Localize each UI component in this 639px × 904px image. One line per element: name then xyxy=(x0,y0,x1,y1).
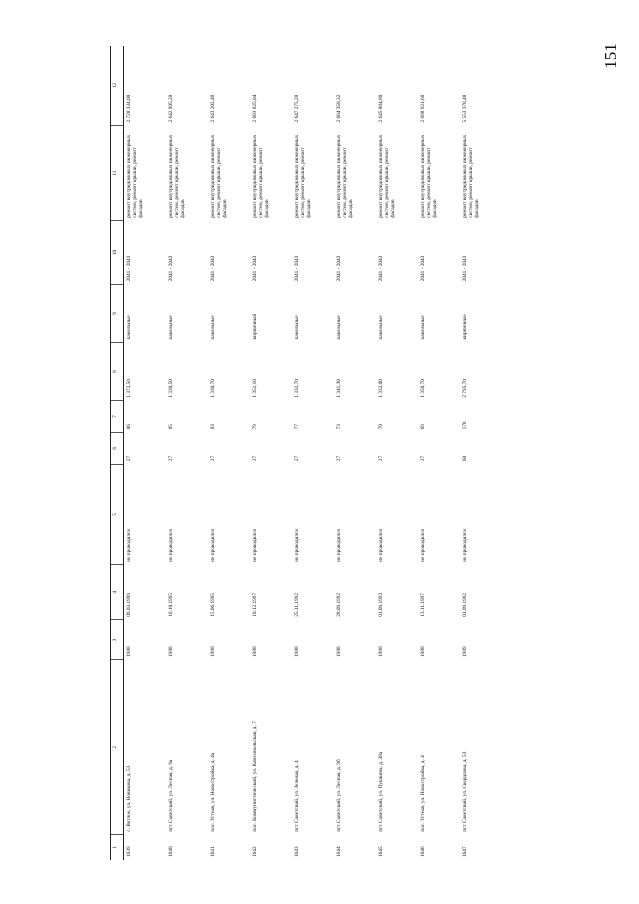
material-cell: панельные xyxy=(378,315,384,340)
col7-cell: 176 xyxy=(462,421,468,430)
col6-cell: 27 xyxy=(168,455,174,462)
period-cell: 2041 - 2043 xyxy=(126,255,132,282)
cost-cell: 2 645 884,80 xyxy=(378,94,384,123)
work-cell: ремонт внутридомовых инженерных систем, ремонт крыши, ремонт фасадов xyxy=(462,134,480,218)
cost-cell: 2 664 358,32 xyxy=(336,94,342,123)
table-row xyxy=(376,46,418,860)
table-row xyxy=(460,46,502,860)
material-cell: кирпичный xyxy=(252,313,258,340)
material-cell: панельные xyxy=(210,315,216,340)
period-cell: 2041 - 2043 xyxy=(378,255,384,282)
col7-cell: 70 xyxy=(378,424,384,430)
row-number: 1646 xyxy=(420,846,426,857)
col6-cell: 27 xyxy=(294,455,300,462)
table-body xyxy=(124,46,503,860)
cost-cell: 2 642 905,20 xyxy=(168,94,174,123)
cost-cell: 2 683 825,04 xyxy=(252,94,258,123)
column-header-3: 3 xyxy=(111,620,124,660)
area-cell: 1 330,50 xyxy=(168,379,174,398)
year-cell: 1988 xyxy=(168,646,174,657)
table-header xyxy=(111,46,124,860)
date-cell: 10.12.1997 xyxy=(252,592,258,617)
col6-cell: 27 xyxy=(210,455,216,462)
row-number: 1647 xyxy=(462,846,468,857)
table-row xyxy=(334,46,376,860)
col6-cell: 27 xyxy=(420,455,426,462)
work-cell: ремонт внутридомовых инженерных систем, ремонт крыши, ремонт фасадов xyxy=(420,134,438,218)
document-table-container xyxy=(110,46,531,860)
overhaul-cell: не проводился xyxy=(294,529,300,562)
col7-cell: 85 xyxy=(168,424,174,430)
period-cell: 2041 - 2043 xyxy=(462,255,468,282)
date-cell: 09.03.1999 xyxy=(126,592,132,617)
material-cell: панельные xyxy=(294,315,300,340)
year-cell: 1988 xyxy=(210,646,216,657)
area-cell: 1 330,70 xyxy=(210,379,216,398)
row-number: 1645 xyxy=(378,846,384,857)
col6-cell: 27 xyxy=(336,455,342,462)
column-header-2: 2 xyxy=(111,660,124,835)
work-cell: ремонт внутридомовых инженерных систем, ремонт крыши, ремонт фасадов xyxy=(210,134,228,218)
col6-cell: 27 xyxy=(126,455,132,462)
overhaul-cell: не проводился xyxy=(378,529,384,562)
date-cell: 25.11.1992 xyxy=(294,593,300,617)
table-row xyxy=(250,46,292,860)
table-row xyxy=(292,46,334,860)
address-cell: пос. Коммунистический, ул. Комсомольская, д. 7 xyxy=(252,721,258,832)
cost-cell: 5 553 378,48 xyxy=(462,94,468,123)
period-cell: 2041 - 2043 xyxy=(294,255,300,282)
period-cell: 2041 - 2043 xyxy=(420,255,426,282)
col7-cell: 77 xyxy=(294,424,300,430)
work-cell: ремонт внутридомовых инженерных систем, ремонт крыши, ремонт фасадов xyxy=(294,134,312,218)
date-cell: 28.09.1992 xyxy=(336,592,342,617)
year-cell: 1988 xyxy=(378,646,384,657)
period-cell: 2041 - 2043 xyxy=(336,255,342,282)
row-number: 1644 xyxy=(336,846,342,857)
date-cell: 01.09.1993 xyxy=(378,592,384,617)
overhaul-cell: не проводился xyxy=(336,529,342,562)
row-number: 1642 xyxy=(252,846,258,857)
table-row xyxy=(166,46,208,860)
work-cell: ремонт внутридомовых инженерных систем, ремонт крыши, ремонт фасадов xyxy=(126,134,144,218)
address-cell: пгт Советский, ул. Зеленая, д. 4 xyxy=(294,760,300,832)
overhaul-cell: не проводился xyxy=(168,529,174,562)
header-row xyxy=(111,46,124,860)
address-cell: пгт Советский, ул. Пушкина, д. 38а xyxy=(378,751,384,832)
address-cell: пгт Советский, ул. Лесная, д. 9а xyxy=(168,759,174,832)
col7-cell: 83 xyxy=(210,424,216,430)
period-cell: 2041 - 2043 xyxy=(252,255,258,282)
column-header-7: 7 xyxy=(111,401,124,433)
date-cell: 16.10.1995 xyxy=(168,592,174,617)
work-cell: ремонт внутридомовых инженерных систем, ремонт крыши, ремонт фасадов xyxy=(378,134,396,218)
area-cell: 1 332,00 xyxy=(378,379,384,398)
row-number: 1640 xyxy=(168,846,174,857)
column-header-1: 1 xyxy=(111,835,124,860)
material-cell: панельные xyxy=(336,315,342,340)
work-cell: ремонт внутридомовых инженерных систем, ремонт крыши, ремонт фасадов xyxy=(168,134,186,218)
period-cell: 2041 - 2043 xyxy=(168,255,174,282)
area-cell: 1 372,50 xyxy=(126,379,132,398)
work-cell: ремонт внутридомовых инженерных систем, ремонт крыши, ремонт фасадов xyxy=(252,134,270,218)
area-cell: 1 332,70 xyxy=(294,379,300,398)
material-cell: панельные xyxy=(168,315,174,340)
cost-cell: 2 728 334,00 xyxy=(126,94,132,123)
col7-cell: 73 xyxy=(336,424,342,430)
cost-cell: 2 647 275,28 xyxy=(294,94,300,123)
address-cell: пгт Советский, ул. Свердлова, д. 53 xyxy=(462,751,468,832)
year-cell: 1988 xyxy=(252,646,258,657)
address-cell: пос. Угтеан, ул. Новостройка, д. 4а xyxy=(210,752,216,832)
material-cell: кирпичные xyxy=(462,314,468,340)
column-header-11: 11 xyxy=(111,126,124,221)
area-cell: 1 341,30 xyxy=(336,379,342,398)
table-row xyxy=(124,46,167,860)
address-cell: пгт Советский, ул. Лесная, д. 9б xyxy=(336,759,342,832)
col7-cell: 86 xyxy=(126,424,132,430)
column-header-8: 8 xyxy=(111,342,124,400)
page-number: 151 xyxy=(601,43,620,69)
year-cell: 1988 xyxy=(294,646,300,657)
date-cell: 15.06.1995 xyxy=(210,592,216,617)
col6-cell: 60 xyxy=(462,455,468,462)
area-cell: 1 351,10 xyxy=(252,379,258,398)
address-cell: с. Ветлое, ул. Новикова, д. 53 xyxy=(126,765,132,832)
cost-cell: 2 698 921,68 xyxy=(420,94,426,123)
material-cell: панельные xyxy=(420,315,426,340)
area-cell: 2 795,70 xyxy=(462,379,468,398)
col7-cell: 79 xyxy=(252,424,258,430)
rotated-table xyxy=(110,46,531,860)
column-header-10: 10 xyxy=(111,221,124,285)
overhaul-cell: не проводился xyxy=(462,529,468,562)
material-cell: панельные xyxy=(126,315,132,340)
col6-cell: 27 xyxy=(252,455,258,462)
row-number: 1639 xyxy=(126,846,132,857)
area-cell: 1 358,70 xyxy=(420,379,426,398)
year-cell: 1988 xyxy=(126,646,132,657)
address-cell: пос. Угтеан, ул. Новостройка, д. 4 xyxy=(420,755,426,832)
column-header-9: 9 xyxy=(111,284,124,342)
table-row xyxy=(208,46,250,860)
col6-cell: 27 xyxy=(378,455,384,462)
column-header-12: 12 xyxy=(111,46,124,126)
overhaul-cell: не проводился xyxy=(420,529,426,562)
overhaul-cell: не проводился xyxy=(252,529,258,562)
work-cell: ремонт внутридомовых инженерных систем, ремонт крыши, ремонт фасадов xyxy=(336,134,354,218)
year-cell: 1988 xyxy=(420,646,426,657)
housing-repair-table xyxy=(110,46,502,860)
row-number: 1641 xyxy=(210,846,216,857)
column-header-4: 4 xyxy=(111,565,124,620)
col7-cell: 69 xyxy=(420,424,426,430)
date-cell: 01.09.1992 xyxy=(462,592,468,617)
date-cell: 13.11.1997 xyxy=(420,593,426,617)
overhaul-cell: не проводился xyxy=(210,529,216,562)
column-header-6: 6 xyxy=(111,432,124,464)
table-row xyxy=(418,46,460,860)
column-header-5: 5 xyxy=(111,464,124,565)
year-cell: 1988 xyxy=(336,646,342,657)
overhaul-cell: не проводился xyxy=(126,529,132,562)
row-number: 1643 xyxy=(294,846,300,857)
period-cell: 2041 - 2043 xyxy=(210,255,216,282)
cost-cell: 2 643 202,48 xyxy=(210,94,216,123)
year-cell: 1989 xyxy=(462,646,468,657)
